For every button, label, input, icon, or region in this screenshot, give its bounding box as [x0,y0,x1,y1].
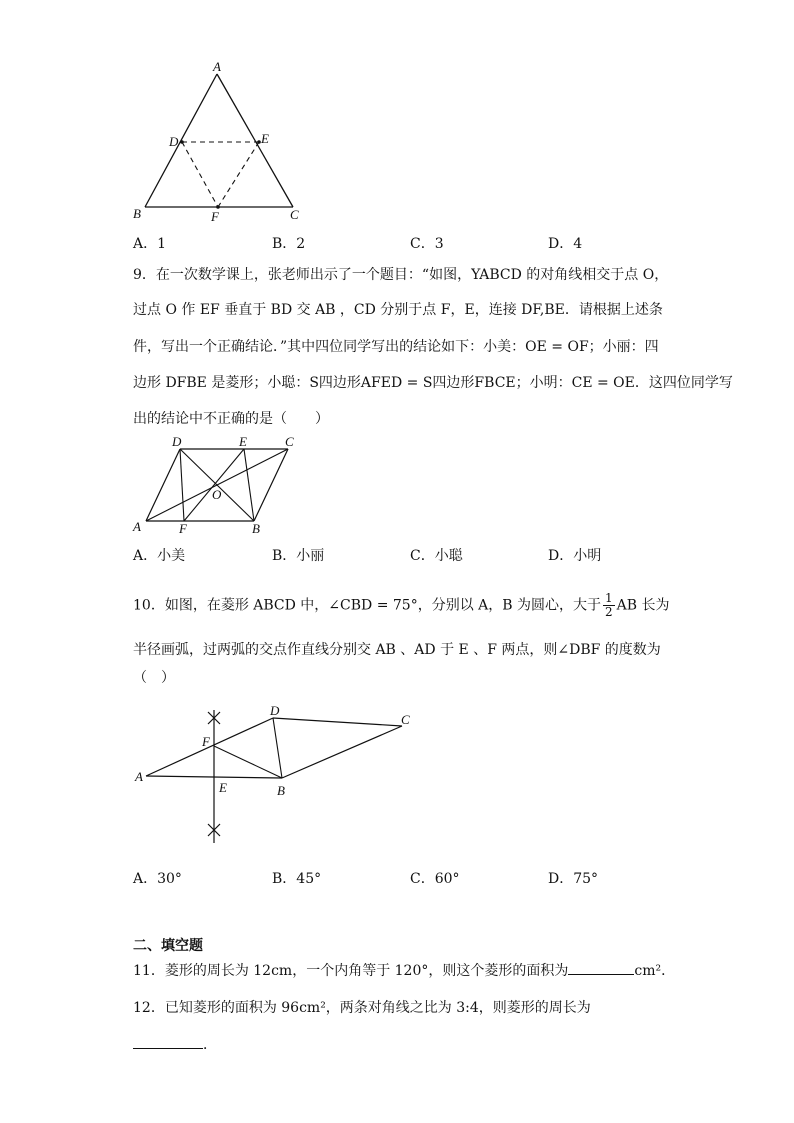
q8-option-d[interactable]: D．4 [548,236,583,252]
fraction-one-half [603,592,615,619]
label-d: D [270,703,280,718]
label-c: C [401,712,410,727]
q9-option-c[interactable]: C．小聪 [410,548,463,564]
figure-q9-parallelogram [128,433,308,538]
q12-line: 12．已知菱形的面积为 96cm²，两条对角线之比为 3:4，则菱形的周长为 [133,1000,591,1016]
diagonal-db [180,449,254,521]
q12-answer-blank[interactable] [133,1034,203,1049]
q10-option-b[interactable]: B．45° [272,871,322,887]
q9-line-4: 边形 DFBE 是菱形；小聪：S四边形AFED = S四边形FBCE；小明：CE = OE．这四位同学写 [133,375,733,391]
q9-line-3: 件，写出一个正确结论．”其中四位同学写出的结论如下：小美：OE = OF；小丽：四 [133,339,659,355]
q11-unit: cm²． [634,963,676,979]
figure-q8-triangle [125,60,315,230]
label-c: C [285,434,294,449]
label-b: B [133,206,141,221]
label-a: A [135,769,143,784]
side-cb [254,449,288,521]
label-e: E [239,434,247,449]
segment-df [182,142,218,207]
side-ad [146,449,180,521]
side-dc [273,718,402,726]
segment-df [180,449,184,521]
label-f: F [179,521,187,536]
segment-ef [218,142,259,207]
section-title-fill-in: 二、填空题 [133,938,203,954]
side-ab [145,74,217,207]
label-b: B [277,783,285,798]
label-a: A [213,60,221,74]
label-c: C [290,207,299,222]
side-ac [217,74,293,207]
label-f: F [211,209,219,224]
q9-option-a[interactable]: A．小美 [133,548,186,564]
side-cb [282,726,402,778]
q9-line-5: 出的结论中不正确的是（ ） [133,411,329,427]
q12-answer-line [133,1034,217,1055]
fraction-numerator: 1 [605,591,613,605]
fraction-denominator: 2 [605,605,613,619]
q10-line-1 [133,592,670,619]
q10-line-2: 半径画弧，过两弧的交点作直线分别交 AB 、AD 于 E 、F 两点，则∠DBF 的度数为 [133,642,661,658]
q9-line-2: 过点 O 作 EF 垂直于 BD 交 AB ，CD 分别于点 F，E，连接 DF,BE．请根据上述条 [133,302,663,318]
label-o: O [212,487,222,502]
figure-q10-rhombus [130,700,420,850]
label-e: E [261,131,269,146]
label-a: A [133,519,141,534]
q10-option-a[interactable]: A．30° [133,871,182,887]
q9-option-b[interactable]: B．小丽 [272,548,325,564]
label-b: B [252,521,260,536]
q10-line-3: （ ） [133,670,175,686]
segment-be [244,449,254,521]
q8-option-b[interactable]: B．2 [272,236,306,252]
q10-option-c[interactable]: C．60° [410,871,460,887]
q8-option-c[interactable]: C．3 [410,236,444,252]
q10-line-1-post: AB 长为 [616,597,670,614]
q10-line-1-pre: 10．如图，在菱形 ABCD 中，∠CBD = 75°，分别以 A，B 为圆心，大于 [133,597,602,614]
label-d: D [172,434,182,449]
point-d [180,140,184,144]
q8-option-a[interactable]: A．1 [133,236,167,252]
q11-answer-blank[interactable] [568,960,634,975]
segment-ef [184,449,244,521]
segment-fb [214,746,282,778]
q9-option-d[interactable]: D．小明 [548,548,602,564]
label-f: F [202,734,210,749]
q9-line-1: 9．在一次数学课上，张老师出示了一个题目：“如图，YABCD 的对角线相交于点 O， [133,267,669,283]
label-e: E [219,780,227,795]
diagonal-bd [273,718,282,778]
q10-option-d[interactable]: D．75° [548,871,599,887]
q11-line [133,960,675,981]
q11-text: 11．菱形的周长为 12cm，一个内角等于 120°，则这个菱形的面积为 [133,963,569,979]
q12-end: ． [203,1037,217,1053]
label-d: D [169,134,179,149]
